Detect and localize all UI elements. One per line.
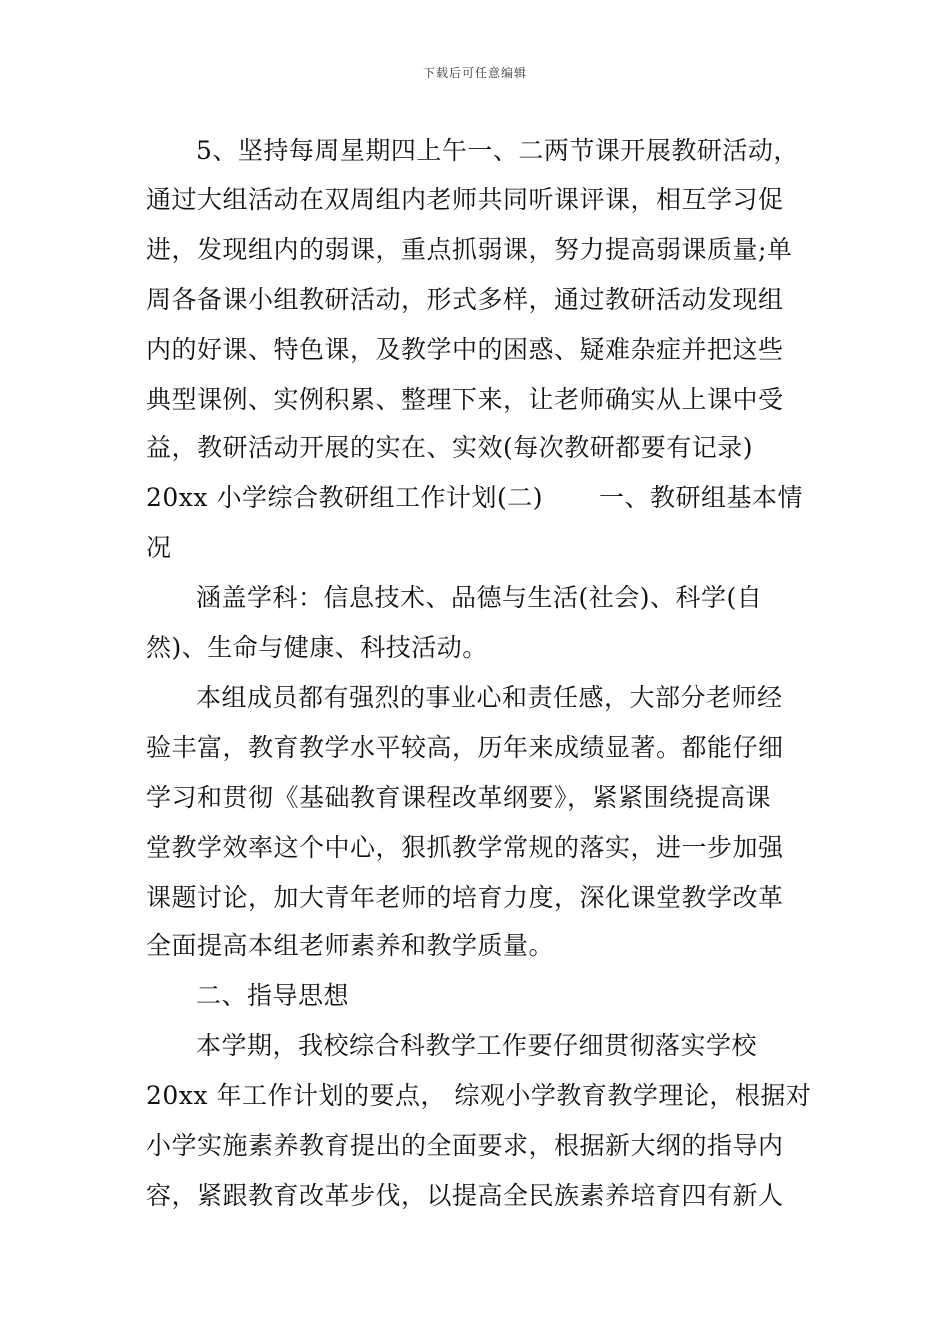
paragraph-line: 涵盖学科：信息技术、品德与生活(社会)、科学(自 (196, 583, 763, 612)
paragraph-line: 周各备课小组教研活动，形式多样，通过教研活动发现组 (146, 285, 784, 314)
section-heading: 一、教研组基本情 (598, 483, 803, 512)
paragraph-line: 验丰富，教育教学水平较高，历年来成绩显著。都能仔细 (146, 733, 784, 762)
section-title-line (146, 482, 803, 514)
paragraph-line: 全面提高本组老师素养和教学质量。 (146, 931, 555, 960)
paragraph-line: 5、坚持每周星期四上午一、二两节课开展教研活动， (196, 136, 799, 165)
paragraph-line: 容，紧跟教育改革步伐，以提高全民族素养培育四有新人 (146, 1181, 784, 1210)
paragraph-line: 课题讨论，加大青年老师的培育力度，深化课堂教学改革 (146, 883, 784, 912)
paragraph-line: 进，发现组内的弱课，重点抓弱课，努力提高弱课质量;单 (146, 235, 793, 264)
paragraph-line: 况 (146, 533, 172, 562)
paragraph-line: 堂教学效率这个中心，狠抓教学常规的落实，进一步加强 (146, 833, 784, 862)
paragraph-line: 通过大组活动在双周组内老师共同听课评课，相互学习促 (146, 185, 784, 214)
paragraph-line: 小学实施素养教育提出的全面要求，根据新大纲的指导内 (146, 1131, 784, 1160)
document-title: 20xx 小学综合教研组工作计划(二) (146, 483, 543, 512)
paragraph-line: 本组成员都有强烈的事业心和责任感，大部分老师经 (196, 683, 783, 712)
paragraph-line: 典型课例、实例积累、整理下来，让老师确实从上课中受 (146, 385, 784, 414)
paragraph-line: 学习和贯彻《基础教育课程改革纲要》，紧紧围绕提高课 (146, 783, 772, 812)
paragraph-line: 益，教研活动开展的实在、实效(每次教研都要有记录) (146, 433, 754, 462)
page-header: 下载后可任意编辑 (422, 66, 527, 80)
paragraph-line: 然)、生命与健康、科技活动。 (146, 633, 488, 662)
paragraph-line: 内的好课、特色课，及教学中的困惑、疑难杂症并把这些 (146, 335, 784, 364)
section-heading: 二、指导思想 (196, 981, 350, 1010)
paragraph-line: 20xx 年工作计划的要点， 综观小学教育教学理论，根据对 (146, 1081, 812, 1110)
paragraph-line: 本学期，我校综合科教学工作要仔细贯彻落实学校 (196, 1031, 758, 1060)
